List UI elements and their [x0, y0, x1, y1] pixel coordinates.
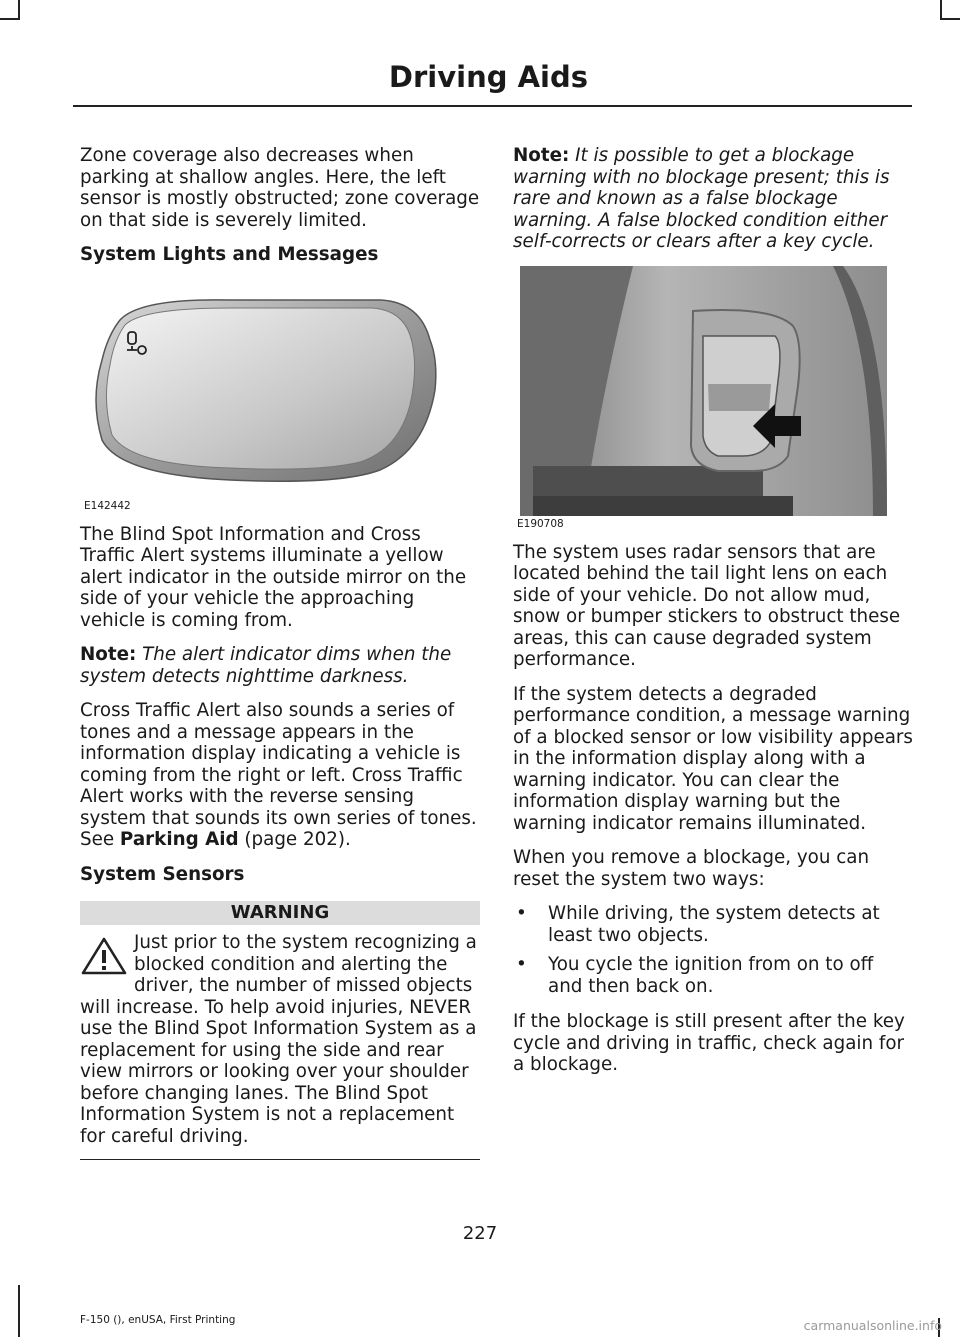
cta-paragraph: [80, 700, 480, 851]
crop-mark: [0, 18, 20, 20]
radar-paragraph: The system uses radar sensors that are located behind the tail light lens on each side of your vehicle. Do not allow mud, snow or bumper stickers to obstruct these areas, this can cause degraded system performance.: [513, 541, 901, 670]
blis-paragraph: The Blind Spot Information and Cross Traffic Alert systems illuminate a yellow alert indicator in the outside mirror on the side of your vehicle the approaching vehicle is coming from.: [80, 523, 467, 631]
warning-triangle-icon: [80, 936, 128, 976]
taillight-illustration: [513, 266, 907, 516]
crop-mark: [940, 0, 942, 20]
crop-mark: [18, 0, 20, 20]
warning-box: [80, 925, 480, 1160]
list-item: • You cycle the ignition from on to off and then back on.: [513, 954, 913, 997]
note-text: The alert indicator dims when the system detects nighttime darkness.: [80, 644, 452, 687]
figure-code: E190708: [517, 517, 564, 530]
header-rule: [73, 105, 912, 107]
intro-paragraph: Zone coverage also decreases when parking at shallow angles. Here, the left sensor is mostly obstructed; zone coverage on that side is severely limited.: [80, 145, 480, 231]
still-present-paragraph: If the blockage is still present after the key cycle and driving in traffic, check again for a blockage.: [513, 1011, 905, 1075]
degraded-paragraph: If the system detects a degraded performance condition, a message warning of a blocked sensor or low visibility appears in the information display along with a warning indicator. You can clear the information display warning but the warning indicator remains illuminated.: [513, 683, 913, 834]
reset-paragraph: When you remove a blockage, you can reset the system two ways:: [513, 847, 870, 890]
footer-edition: F-150 (), enUSA, First Printing: [80, 1314, 236, 1326]
watermark: carmanualsonline.info: [803, 1318, 942, 1333]
note-2: [513, 145, 913, 253]
warning-text: Just prior to the system recognizing a blocked condition and alerting the driver, the number of missed objects will increase. To help avoid injuries, NEVER use the Blind Spot Information System as a replacement for using the side and rear view mirrors or looking over your shoulder before changing lanes. The Blind Spot Information System is not a replacement for careful driving.: [80, 932, 477, 1147]
warning-header: WARNING: [80, 901, 480, 925]
list-item: • While driving, the system detects at least two objects.: [513, 903, 913, 946]
taillight-figure: [513, 266, 907, 530]
note-label: Note:: [80, 644, 137, 665]
note-label: Note:: [513, 145, 570, 166]
figure-code: E142442: [84, 499, 131, 512]
mirror-figure: [80, 280, 474, 512]
parking-aid-link[interactable]: Parking Aid: [119, 829, 239, 850]
crop-mark: [18, 1285, 20, 1337]
right-column: [513, 145, 913, 1089]
note-text: It is possible to get a blockage warning with no blockage present; this is rare and known as a false blockage warning. A false blocked condition either self-corrects or clears after a key cycle.: [513, 145, 890, 252]
cta-text: Cross Traffic Alert also sounds a series of tones and a message appears in the information display indicating a vehicle is coming from the right or left. Cross Traffic Alert works with the reverse sensing system that sounds its own series of tones. See: [80, 700, 477, 850]
left-column: [80, 145, 480, 1160]
section-heading-lights: System Lights and Messages: [80, 244, 379, 265]
crop-mark: [940, 18, 960, 20]
page-title: Driving Aids: [388, 60, 588, 94]
mirror-illustration: [80, 280, 474, 500]
page-reference: (page 202).: [244, 829, 351, 850]
section-heading-sensors: System Sensors: [80, 863, 245, 885]
page-number: 227: [462, 1223, 498, 1244]
note-1: [80, 644, 480, 687]
reset-list: [513, 903, 913, 997]
